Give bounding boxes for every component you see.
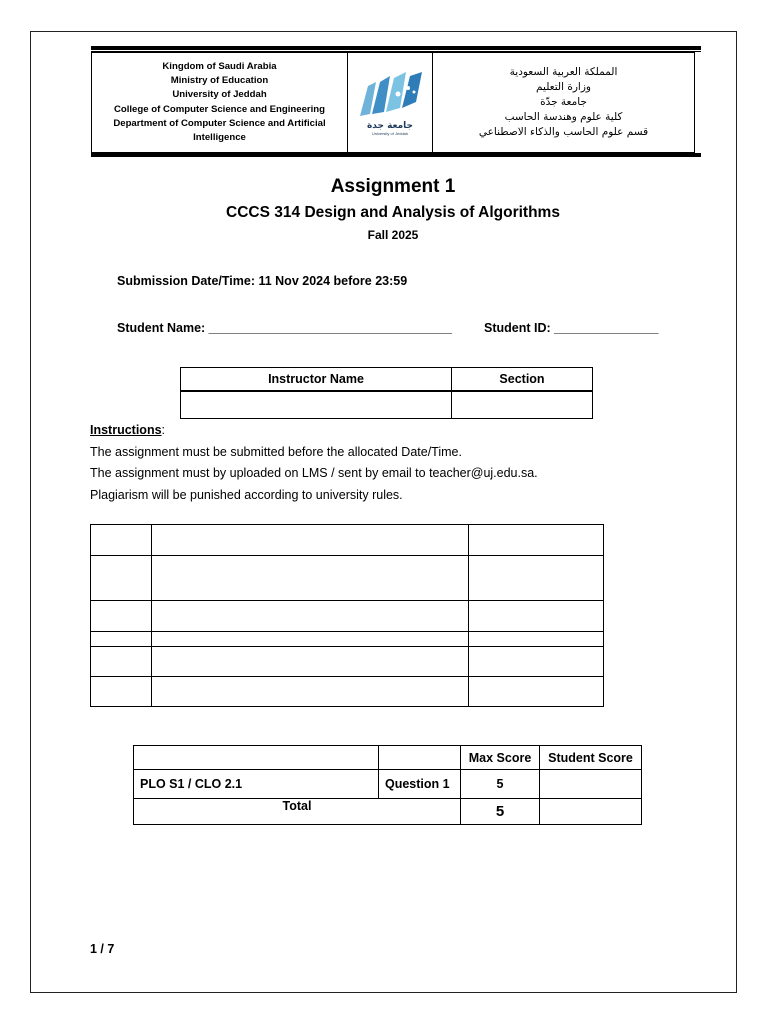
submission-date: Submission Date/Time: 11 Nov 2024 before 23:59	[117, 274, 408, 288]
plo-cell: PLO S1 / CLO 2.1	[134, 770, 379, 799]
grid-cell	[91, 556, 152, 601]
grid-cell	[152, 647, 469, 677]
instruction-line: Plagiarism will be punished according to university rules.	[90, 487, 403, 502]
course-title: CCCS 314 Design and Analysis of Algorithms	[226, 204, 560, 221]
question-cell: Question 1	[379, 770, 461, 799]
university-logo-icon	[354, 70, 426, 120]
table-row	[91, 525, 604, 556]
grid-cell	[469, 647, 604, 677]
student-score-cell[interactable]	[540, 770, 642, 799]
instructor-name-cell[interactable]	[181, 391, 452, 419]
grid-cell	[91, 601, 152, 632]
letterhead-arabic	[433, 53, 694, 152]
grid-cell	[91, 525, 152, 556]
max-score-header: Max Score	[461, 746, 540, 770]
student-id-field[interactable]: Student ID: _______________	[484, 321, 659, 335]
instructor-table	[180, 367, 593, 419]
student-score-header: Student Score	[540, 746, 642, 770]
instruction-line: The assignment must by uploaded on LMS / sent by email to teacher@uj.edu.sa.	[90, 466, 538, 480]
grid-cell	[152, 601, 469, 632]
assignment-title: Assignment 1	[330, 176, 456, 197]
instructions-colon: :	[161, 423, 166, 437]
ministry-en: Ministry of Education	[170, 75, 269, 87]
score-header-blank	[134, 746, 379, 770]
kingdom-ar: المملكة العربية السعودية	[509, 66, 618, 78]
letterhead-english	[92, 53, 348, 152]
kingdom-en: Kingdom of Saudi Arabia	[162, 60, 277, 72]
ministry-ar: وزارة التعليم	[536, 81, 591, 93]
score-header-blank	[379, 746, 461, 770]
section-cell[interactable]	[452, 391, 593, 419]
table-row	[134, 746, 642, 770]
grid-cell	[469, 677, 604, 707]
table-row	[134, 799, 642, 825]
table-row	[91, 647, 604, 677]
table-row	[91, 677, 604, 707]
instructions	[90, 420, 538, 506]
college-ar: كلية علوم وهندسة الحاسب	[504, 111, 623, 123]
college-en: College of Computer Science and Engineering	[113, 103, 326, 115]
grid-cell	[91, 632, 152, 647]
grid-cell	[91, 677, 152, 707]
logo-arabic-text: جامعة جدة	[366, 120, 414, 131]
grid-cell	[152, 677, 469, 707]
letterhead	[91, 52, 695, 153]
university-ar: جامعة جدّة	[540, 96, 587, 108]
instructions-heading: Instructions	[90, 423, 162, 437]
grid-cell	[469, 525, 604, 556]
instructor-name-header: Instructor Name	[181, 368, 452, 392]
grid-cell	[469, 632, 604, 647]
department-ar: قسم علوم الحاسب والذكاء الاصطناعي	[478, 126, 649, 138]
grid-cell	[152, 525, 469, 556]
department-en: Department of Computer Science and Artificial Intelligence	[113, 117, 326, 143]
grid-cell	[469, 556, 604, 601]
header-top-rule	[91, 46, 701, 50]
total-student-score[interactable]	[540, 799, 642, 825]
table-row	[91, 601, 604, 632]
grid-cell	[469, 601, 604, 632]
university-logo	[348, 53, 433, 152]
empty-grid-table	[90, 524, 604, 707]
table-row	[134, 770, 642, 799]
score-table	[133, 745, 642, 825]
grid-cell	[152, 556, 469, 601]
term: Fall 2025	[367, 228, 419, 242]
table-row	[91, 632, 604, 647]
section-header: Section	[452, 368, 593, 392]
grid-cell	[152, 632, 469, 647]
instruction-line: The assignment must be submitted before the allocated Date/Time.	[90, 444, 462, 459]
university-en: University of Jeddah	[172, 89, 267, 101]
table-row	[91, 556, 604, 601]
page-number: 1 / 7	[90, 942, 115, 956]
grid-cell	[91, 647, 152, 677]
header-bottom-rule	[91, 153, 701, 157]
student-name-field[interactable]: Student Name: ___________________________________	[117, 321, 452, 335]
logo-english-text: University of Jeddah	[371, 130, 409, 136]
max-score-cell: 5	[461, 770, 540, 799]
total-max-score: 5	[461, 799, 540, 825]
total-label: Total	[134, 799, 461, 825]
